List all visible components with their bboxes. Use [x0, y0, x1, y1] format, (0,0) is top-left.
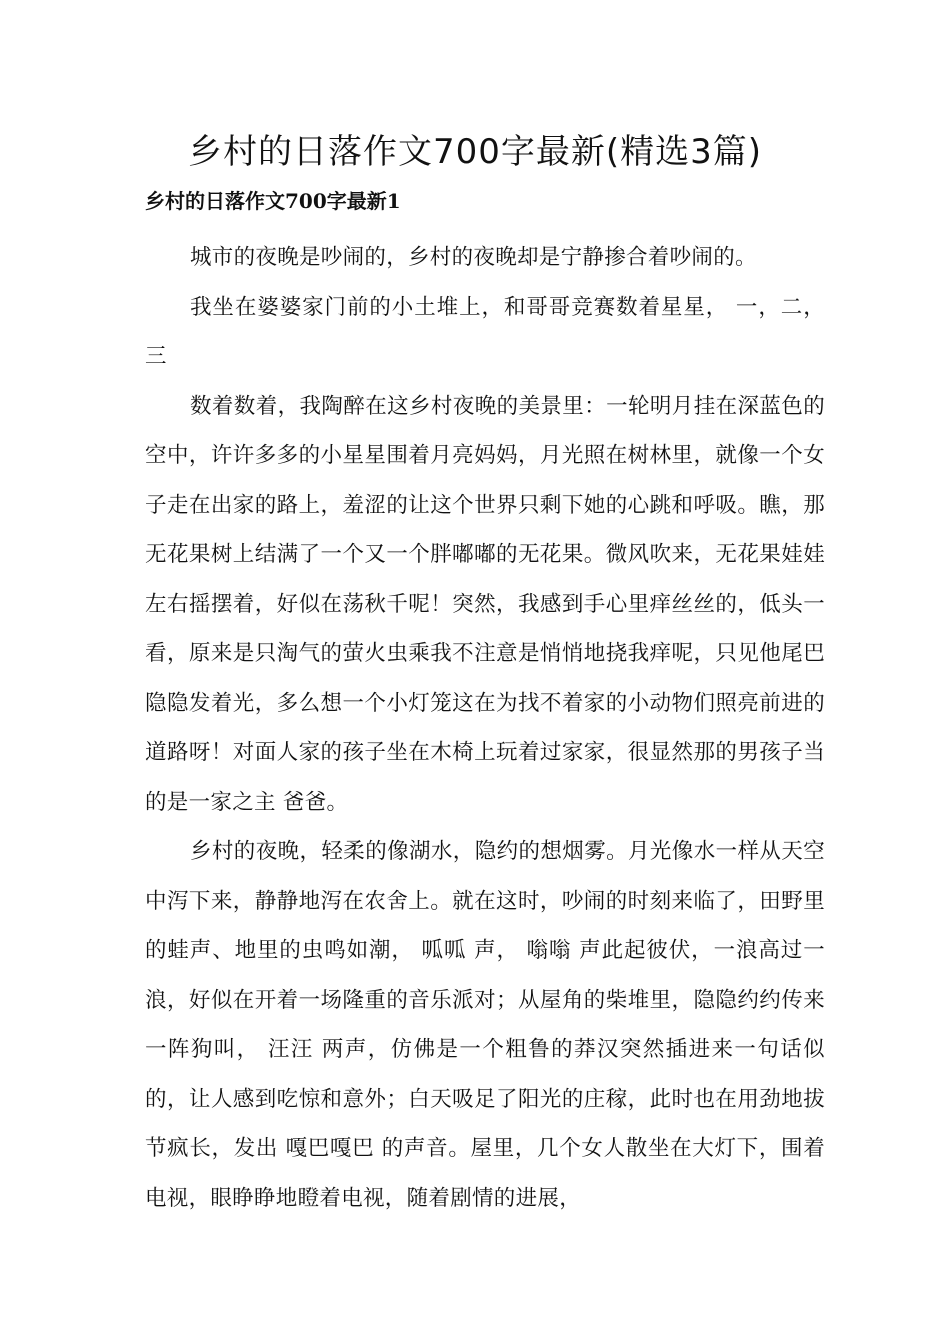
paragraph-1: 城市的夜晚是吵闹的，乡村的夜晚却是宁静掺合着吵闹的。 — [190, 245, 757, 270]
essay-body — [145, 233, 825, 1223]
document-title: 乡村的日落作文700字最新(精选3篇) — [187, 132, 763, 172]
section-heading: 乡村的日落作文700字最新1 — [145, 189, 401, 213]
paragraph-2: 我坐在婆婆家门前的小土堆上，和哥哥竞赛数着星星， 一，二，三 — [145, 294, 825, 369]
paragraph-3: 数着数着，我陶醉在这乡村夜晚的美景里：一轮明月挂在深蓝色的空中，许许多多的小星星围着月亮妈妈，月光照在树林里，就像一个女子走在出家的路上，羞涩的让这个世界只剩下她的心跳和呼吸。瞧，那无花果树上结满了一个又一个胖嘟嘟的无花果。微风吹来，无花果娃娃左右摇摆着，好似在荡秋千呢！突然，我感到手心里痒丝丝的，低头一看，原来是只淘气的萤火虫乘我不注意是悄悄地挠我痒呢，只见他尾巴隐隐发着光，多么想一个小灯笼这在为找不着家的小动物们照亮前进的道路呀！对面人家的孩子坐在木椅上玩着过家家，很显然那的男孩子当的是一家之主 爸爸。 — [145, 393, 825, 815]
paragraph-4: 乡村的夜晚，轻柔的像湖水，隐约的想烟雾。月光像水一样从天空中泻下来，静静地泻在农舍上。就在这时，吵闹的时刻来临了，田野里的蛙声、地里的虫鸣如潮， 呱呱 声， 嗡嗡 声此起彼伏，一浪高过一浪，好似在开着一场隆重的音乐派对；从屋角的柴堆里，隐隐约约传来一阵狗叫， 汪汪 两声，仿佛是一个粗鲁的莽汉突然插进来一句话似的，让人感到吃惊和意外；白天吸足了阳光的庄稼，此时也在用劲地拔节疯长，发出 嘎巴嘎巴 的声音。屋里，几个女人散坐在大灯下，围着电视，眼睁睁地瞪着电视，随着剧情的进展， — [145, 839, 825, 1211]
